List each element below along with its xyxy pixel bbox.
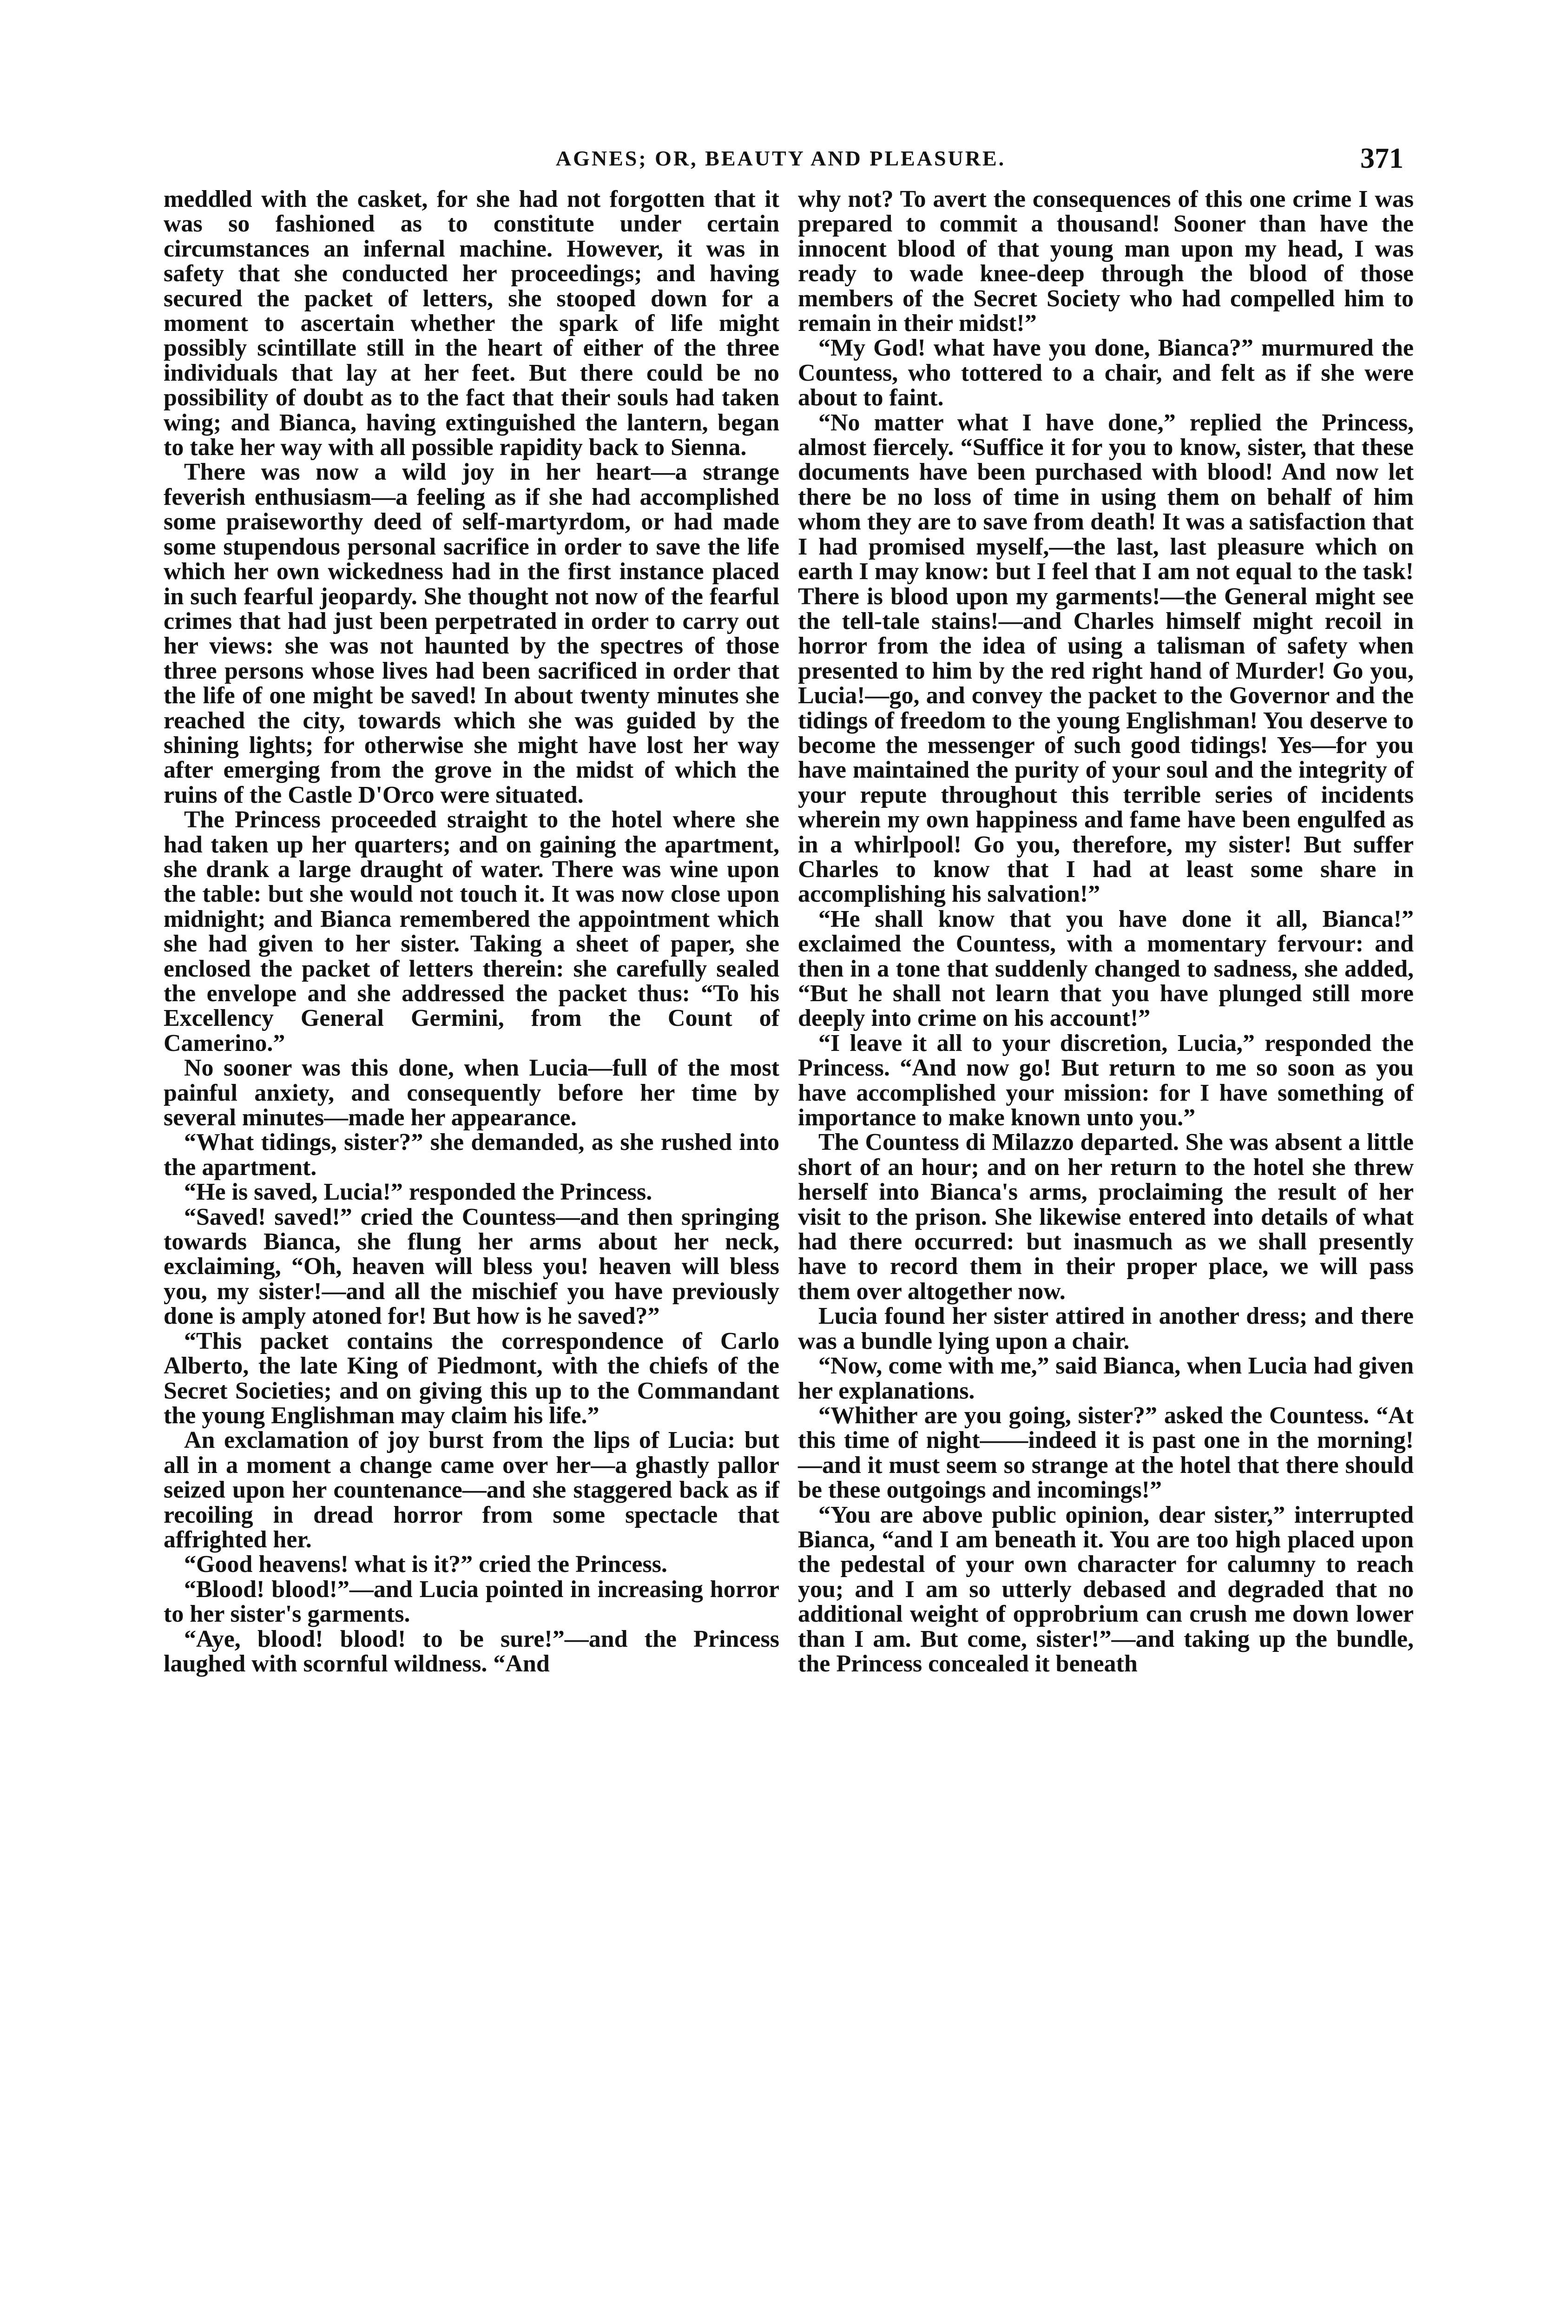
paragraph: “He shall know that you have done it all, Bianca!” exclaimed the Countess, with a momentary fervour: and then in a tone that suddenly changed to sadness, she added, “But he shall not learn that you have plunged still more deeply into crime on his account!”	[798, 905, 1414, 1032]
paragraph: “My God! what have you done, Bianca?” murmured the Countess, who tottered to a chair, and felt as if she were about to faint.	[798, 335, 1414, 411]
paragraph: “You are above public opinion, dear sister,” interrupted Bianca, “and I am beneath it. You are too high placed upon the pedestal of your own character for calumny to reach you; and I am so utterly debased and degraded that no additional weight of opprobrium can crush me down lower than I am. But come, sister!”—and taking up the bundle, the Princess concealed it beneath	[798, 1501, 1414, 1677]
right-column	[798, 187, 1414, 1676]
paragraph: “What tidings, sister?” she demanded, as she rushed into the apartment.	[164, 1129, 779, 1181]
paragraph: meddled with the casket, for she had not forgotten that it was so fashioned as to constitute under certain circumstances an infernal machine. However, it was in safety that she conducted her proceedings; and having secured the packet of letters, she stooped down for a moment to ascertain whether the spark of life might possibly scintillate still in the heart of either of the three individuals that lay at her feet. But there could be no possibility of doubt as to the fact that their souls had taken wing; and Bianca, having extinguished the lantern, began to take her way with all possible rapidity back to Sienna.	[164, 186, 779, 461]
paragraph: “Blood! blood!”—and Lucia pointed in increasing horror to her sister's garments.	[164, 1576, 779, 1628]
paragraph: why not? To avert the consequences of this one crime I was prepared to commit a thousand! Sooner than have the innocent blood of that young man upon my head, I was ready to wade knee-deep through the blood of those members of the Secret Society who had compelled him to remain in their midst!”	[798, 186, 1414, 337]
paragraph: The Princess proceeded straight to the hotel where she had taken up her quarters; and on gaining the apartment, she drank a large draught of water. There was wine upon the table: but she would not touch it. It was now close upon midnight; and Bianca remembered the appointment which she had given to her sister. Taking a sheet of paper, she enclosed the packet of letters therein: she carefully sealed the envelope and she addressed the packet thus: “To his Excellency General Germini, from the Count of Camerino.”	[164, 806, 779, 1056]
paragraph: “This packet contains the correspondence of Carlo Alberto, the late King of Piedmont, with the chiefs of the Secret Societies; and on giving this up to the Commandant the young Englishman may claim his life.”	[164, 1327, 779, 1429]
paragraph: There was now a wild joy in her heart—a strange feverish enthusiasm—a feeling as if she had accomplished some praiseworthy deed of self-martyrdom, or had made some stupendous personal sacrifice in order to save the life which her own wickedness had in the first instance placed in such fearful jeopardy. She thought not now of the fearful crimes that had just been perpetrated in order to carry out her views: she was not haunted by the spectres of those three persons whose lives had been sacrificed in order that the life of one might be saved! In about twenty minutes she reached the city, towards which she was guided by the shining lights; for otherwise she might have lost her way after emerging from the grove in the midst of which the ruins of the Castle D'Orco were situated.	[164, 459, 779, 808]
paragraph: “Whither are you going, sister?” asked the Countess. “At this time of night——indeed it is past one in the morning!—and it must seem so strange at the hotel that there should be these outgoings and incomings!”	[798, 1402, 1414, 1504]
page-number: 371	[1360, 143, 1403, 174]
paragraph: The Countess di Milazzo departed. She was absent a little short of an hour; and on her return to the hotel she threw herself into Bianca's arms, proclaiming the result of her visit to the prison. She likewise entered into details of what had there occurred: but inasmuch as we shall presently have to record them in their proper place, we will pass them over altogether now.	[798, 1129, 1414, 1305]
paragraph: No sooner was this done, when Lucia—full of the most painful anxiety, and consequently before her time by several minutes—made her appearance.	[164, 1055, 779, 1131]
running-head: AGNES; OR, BEAUTY AND PLEASURE.	[555, 146, 1006, 170]
paragraph: “Good heavens! what is it?” cried the Princess.	[184, 1551, 667, 1578]
page-header	[158, 142, 1403, 175]
left-column	[164, 187, 779, 1676]
paragraph: An exclamation of joy burst from the lips of Lucia: but all in a moment a change came over her—a ghastly pallor seized upon her countenance—and she staggered back as if recoiling in dread horror from some spectacle that affrighted her.	[164, 1427, 779, 1553]
paragraph: “Saved! saved!” cried the Countess—and then springing towards Bianca, she flung her arms about her neck, exclaiming, “Oh, heaven will bless you! heaven will bless you, my sister!—and all the mischief you have previously done is amply atoned for! But how is he saved?”	[164, 1203, 779, 1330]
paragraph: “Aye, blood! blood! to be sure!”—and the Princess laughed with scornful wildness. “And	[164, 1625, 779, 1677]
paragraph: “Now, come with me,” said Bianca, when Lucia had given her explanations.	[798, 1353, 1414, 1404]
paragraph: “I leave it all to your discretion, Lucia,” responded the Princess. “And now go! But return to me so soon as you have accomplished your mission: for I have something of importance to make known unto you.”	[798, 1030, 1414, 1131]
paragraph: Lucia found her sister attired in another dress; and there was a bundle lying upon a chair.	[798, 1303, 1414, 1354]
paragraph: “No matter what I have done,” replied the Princess, almost fiercely. “Suffice it for you to know, sister, that these documents have been purchased with blood! And now let there be no loss of time in using them on behalf of him whom they are to save from death! It was a satisfaction that I had promised myself,—the last, last pleasure which on earth I may know: but I feel that I am not equal to the task! There is blood upon my garments!—the General might see the tell-tale stains!—and Charles himself might recoil in horror from the idea of using a talisman of safety when presented to him by the red right hand of Murder! Go you, Lucia!—go, and convey the packet to the Governor and the tidings of freedom to the young Englishman! You deserve to become the messenger of such good tidings! Yes—for you have maintained the purity of your soul and the integrity of your repute throughout this terrible series of incidents wherein my own happiness and fame have been engulfed as in a whirlpool! Go you, therefore, my sister! But suffer Charles to know that I had at least some share in accomplishing his salvation!”	[798, 409, 1414, 908]
paragraph: “He is saved, Lucia!” responded the Princess.	[184, 1179, 652, 1206]
